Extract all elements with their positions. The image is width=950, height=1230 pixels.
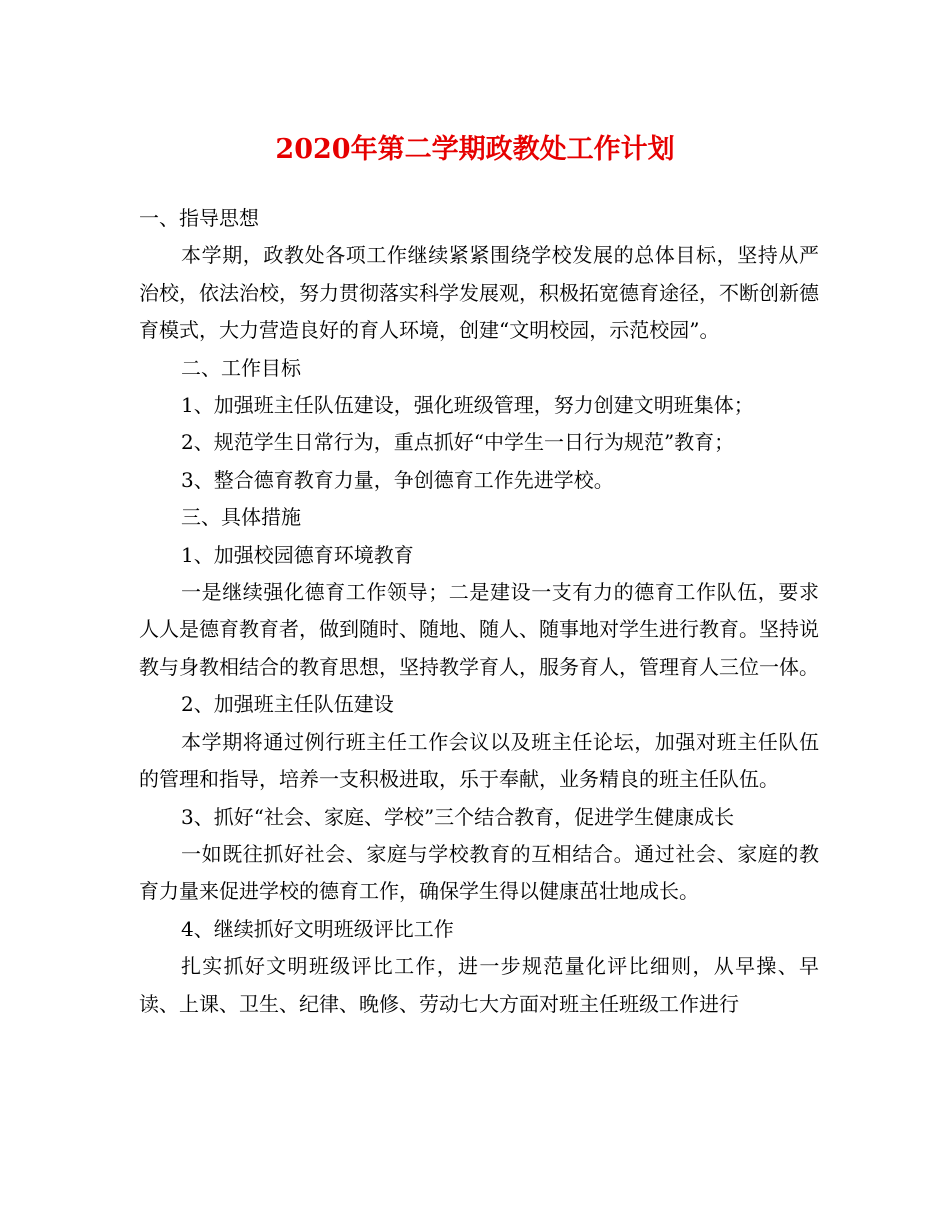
document-title: 2020年第二学期政教处工作计划	[275, 134, 675, 165]
paragraph: 一如既往抓好社会、家庭与学校教育的互相结合。通过社会、家庭的教育力量来促进学校的德育工作，确保学生得以健康茁壮地成长。	[139, 841, 819, 904]
subheading: 3、抓好“社会、家庭、学校”三个结合教育，促进学生健康成长	[181, 804, 735, 829]
list-item: 3、整合德育教育力量，争创德育工作先进学校。	[181, 467, 614, 492]
paragraph: 本学期将通过例行班主任工作会议以及班主任论坛，加强对班主任队伍的管理和指导，培养一支积极进取，乐于奉献，业务精良的班主任队伍。	[139, 729, 819, 792]
subheading: 1、加强校园德育环境教育	[181, 542, 414, 567]
section-heading-guiding-ideology: 一、指导思想	[139, 206, 259, 230]
list-item: 1、加强班主任队伍建设，强化班级管理，努力创建文明班集体；	[181, 393, 754, 418]
list-item: 2、规范学生日常行为，重点抓好“中学生一日行为规范”教育；	[181, 430, 735, 455]
paragraph: 扎实抓好文明班级评比工作，进一步规范量化评比细则，从早操、早读、上课、卫生、纪律、晚修、劳动七大方面对班主任班级工作进行	[139, 954, 819, 1016]
subheading: 4、继续抓好文明班级评比工作	[181, 916, 454, 941]
document-body	[139, 200, 819, 1023]
subheading: 2、加强班主任队伍建设	[181, 692, 394, 717]
paragraph: 本学期，政教处各项工作继续紧紧围绕学校发展的总体目标，坚持从严治校，依法治校，努力贯彻落实科学发展观，积极拓宽德育途径，不断创新德育模式，大力营造良好的育人环境，创建“文明校园，示范校园”。	[139, 243, 819, 343]
section-heading-specific-measures: 三、具体措施	[181, 505, 301, 530]
section-heading-work-goals: 二、工作目标	[181, 355, 301, 380]
paragraph: 一是继续强化德育工作领导；二是建设一支有力的德育工作队伍，要求人人是德育教育者，做到随时、随地、随人、随事地对学生进行教育。坚持说教与身教相结合的教育思想，坚持教学育人，服务育人，管理育人三位一体。	[139, 580, 819, 679]
